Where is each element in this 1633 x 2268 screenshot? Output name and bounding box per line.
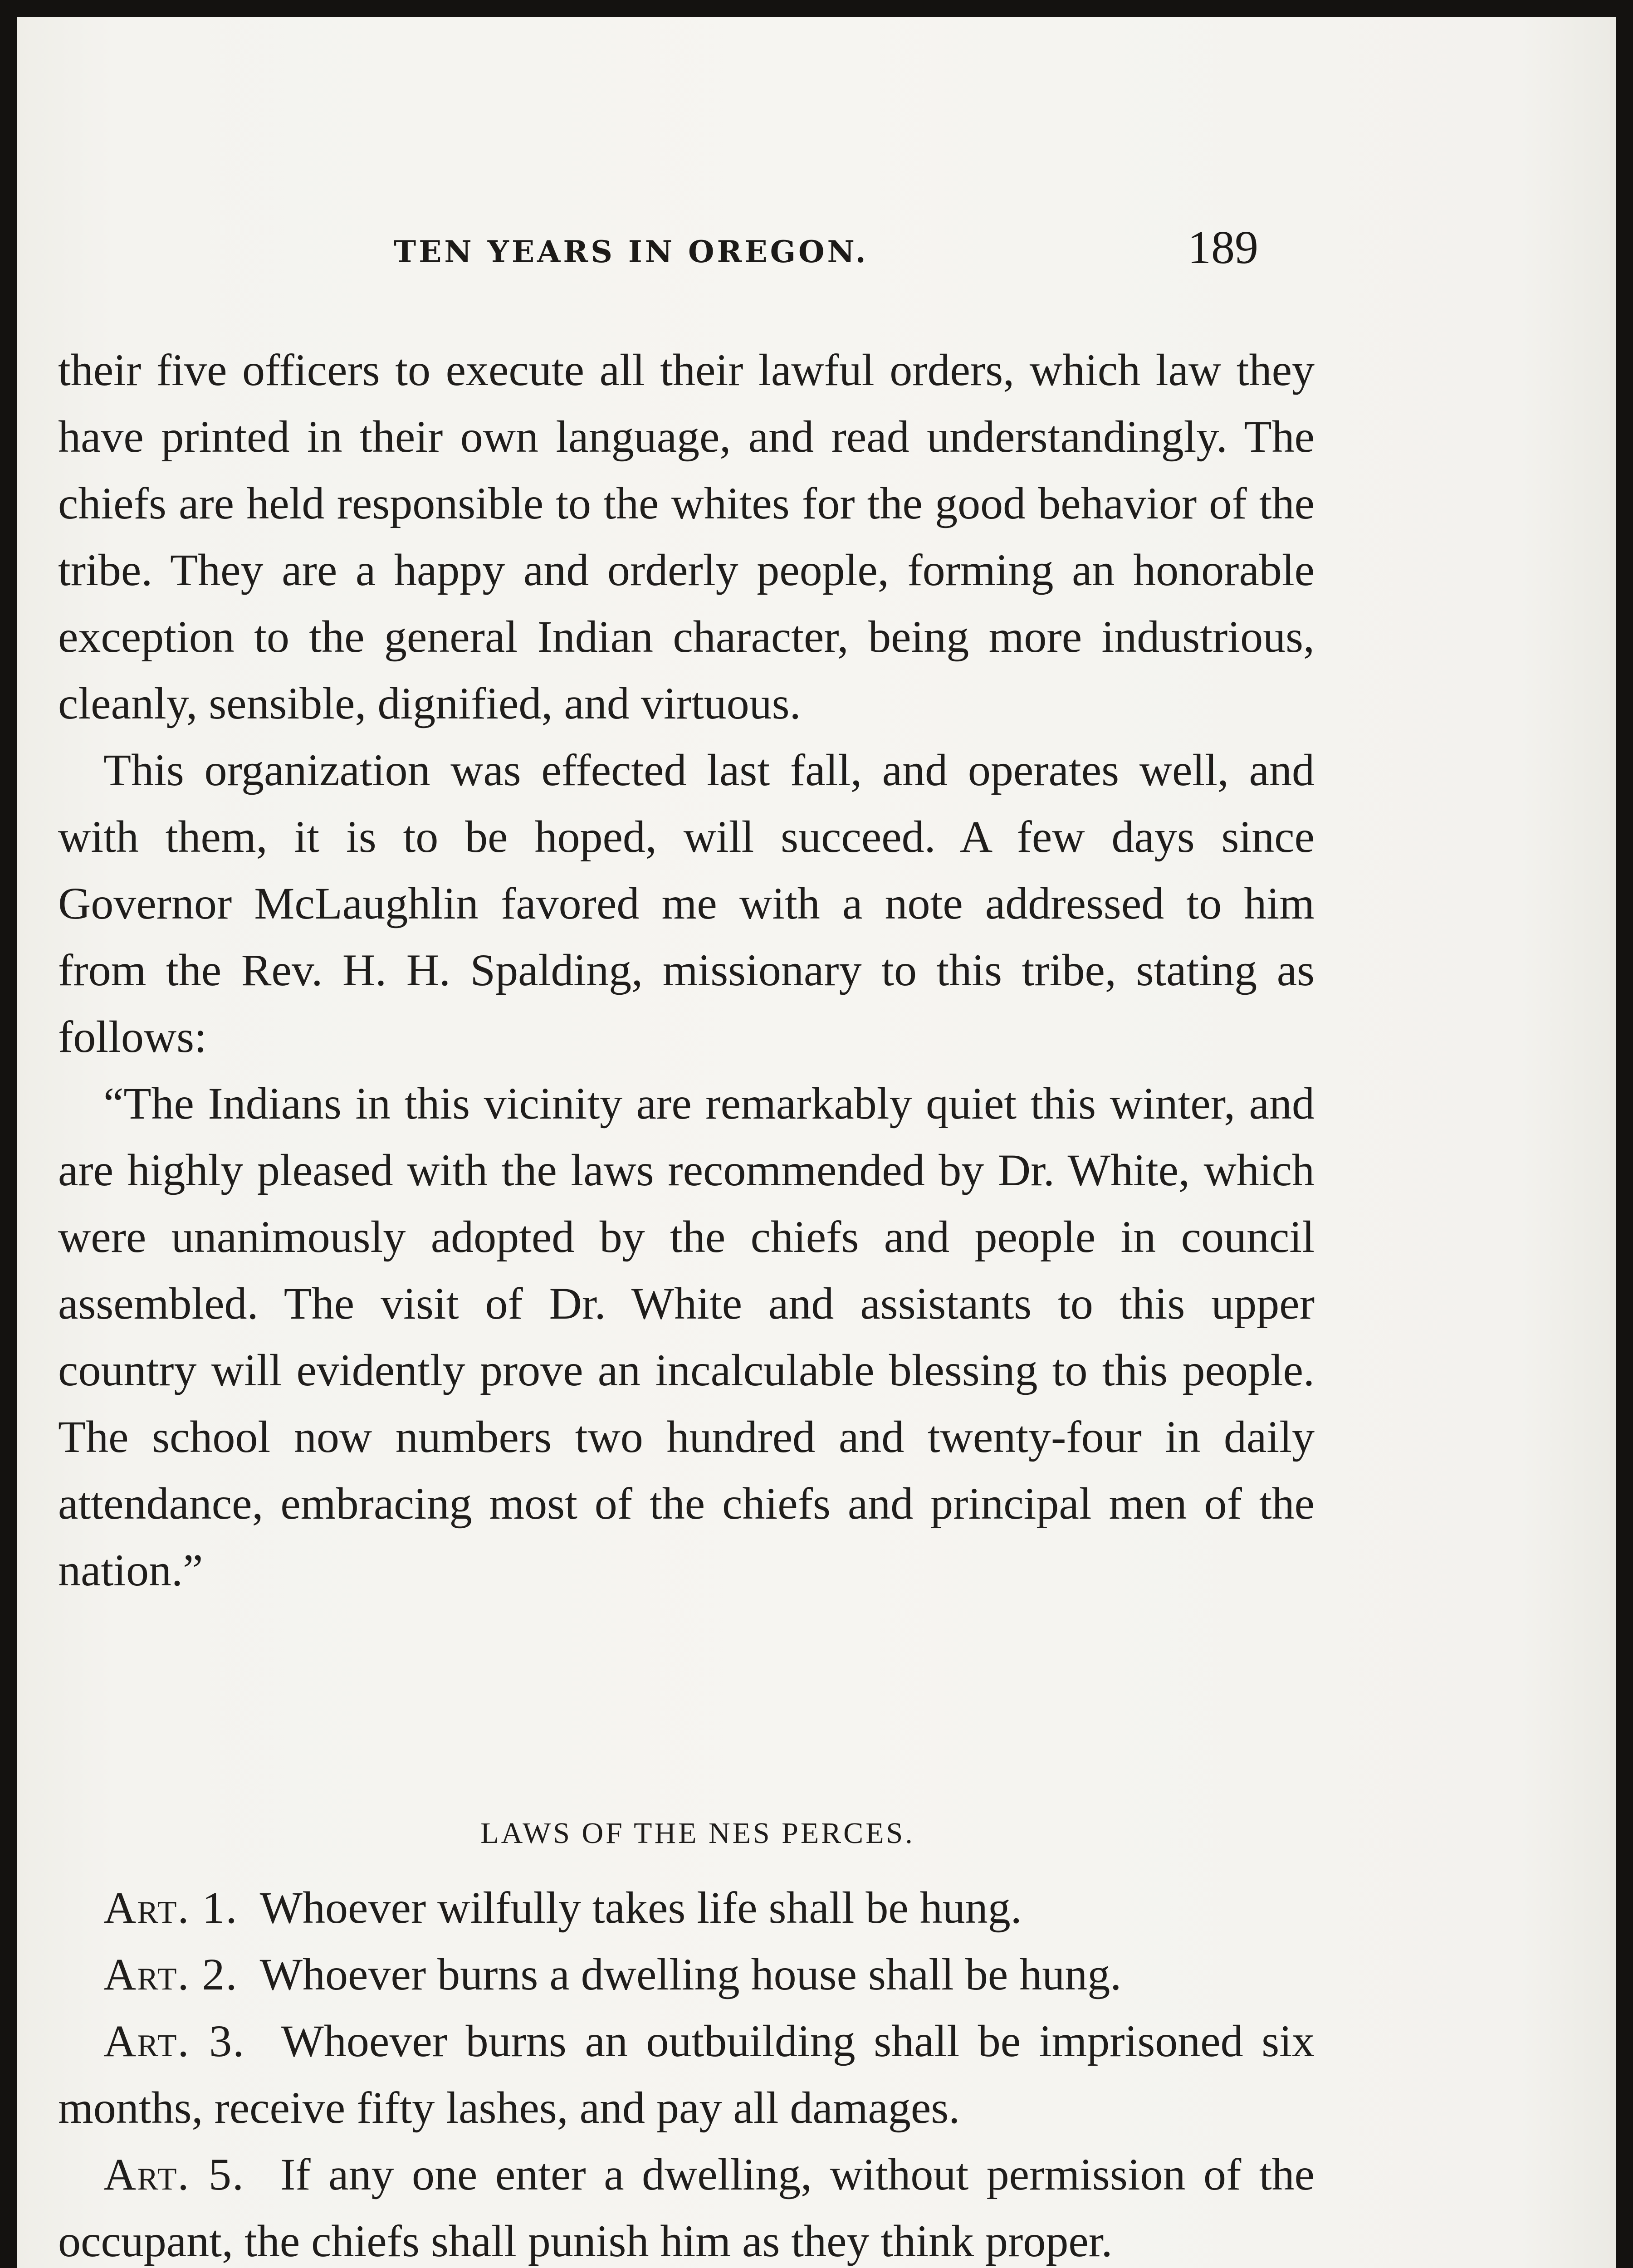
laws-list — [58, 1874, 1315, 2268]
article-label: Art. 1. — [103, 1882, 238, 1933]
book-page — [17, 17, 1616, 2268]
page-header — [17, 221, 1616, 284]
paragraph: their five officers to execute all their lawful orders, which law they have printed in their own language, and read understandingly. The chiefs are held responsible to the whites for the good behavior of the tribe. They are a happy and orderly people, forming an honorable exception to the general Indian character, being more industrious, cleanly, sensible, dignified, and virtuous. — [58, 345, 1315, 728]
paragraph: This organization was effected last fall, and operates well, and with them, it is to be hoped, will succeed. A few days since Governor McLaughlin favored me with a note addressed to him from the Rev. H. H. Spalding, missionary to this tribe, stating as follows: — [58, 745, 1315, 1062]
article-label: Art. 5. — [103, 2149, 244, 2200]
law-article — [58, 2008, 1315, 2141]
law-article — [58, 2141, 1315, 2268]
article-text: Whoever burns a dwelling house shall be hung. — [259, 1949, 1122, 1999]
law-article — [58, 1941, 1315, 2008]
article-text: Whoever wilfully takes life shall be hung. — [259, 1882, 1022, 1933]
page-number: 189 — [1188, 221, 1258, 274]
body-text — [58, 337, 1315, 1603]
article-label: Art. 3. — [103, 2016, 245, 2066]
article-text: Whoever burns an outbuilding shall be imprisoned six months, receive fifty lashes, and pay all damages. — [58, 2016, 1315, 2133]
article-text: If any one enter a dwelling, without permission of the occupant, the chiefs shall punish him as they think proper. — [58, 2149, 1315, 2266]
article-label: Art. 2. — [103, 1949, 238, 1999]
running-head: TEN YEARS IN OREGON. — [394, 234, 869, 269]
law-article — [58, 1874, 1315, 1941]
quoted-letter: “The Indians in this vicinity are remarkably quiet this winter, and are highly pleased with the laws recommended by Dr. White, which were unanimously adopted by the chiefs and people in council assembled. The visit of Dr. White and assistants to this upper country will evidently prove an incalculable blessing to this people. The school now numbers two hundred and twenty-four in daily attendance, embracing most of the chiefs and principal men of the nation.” — [58, 1078, 1315, 1595]
section-heading: LAWS OF THE NES PERCES. — [480, 1817, 915, 1850]
